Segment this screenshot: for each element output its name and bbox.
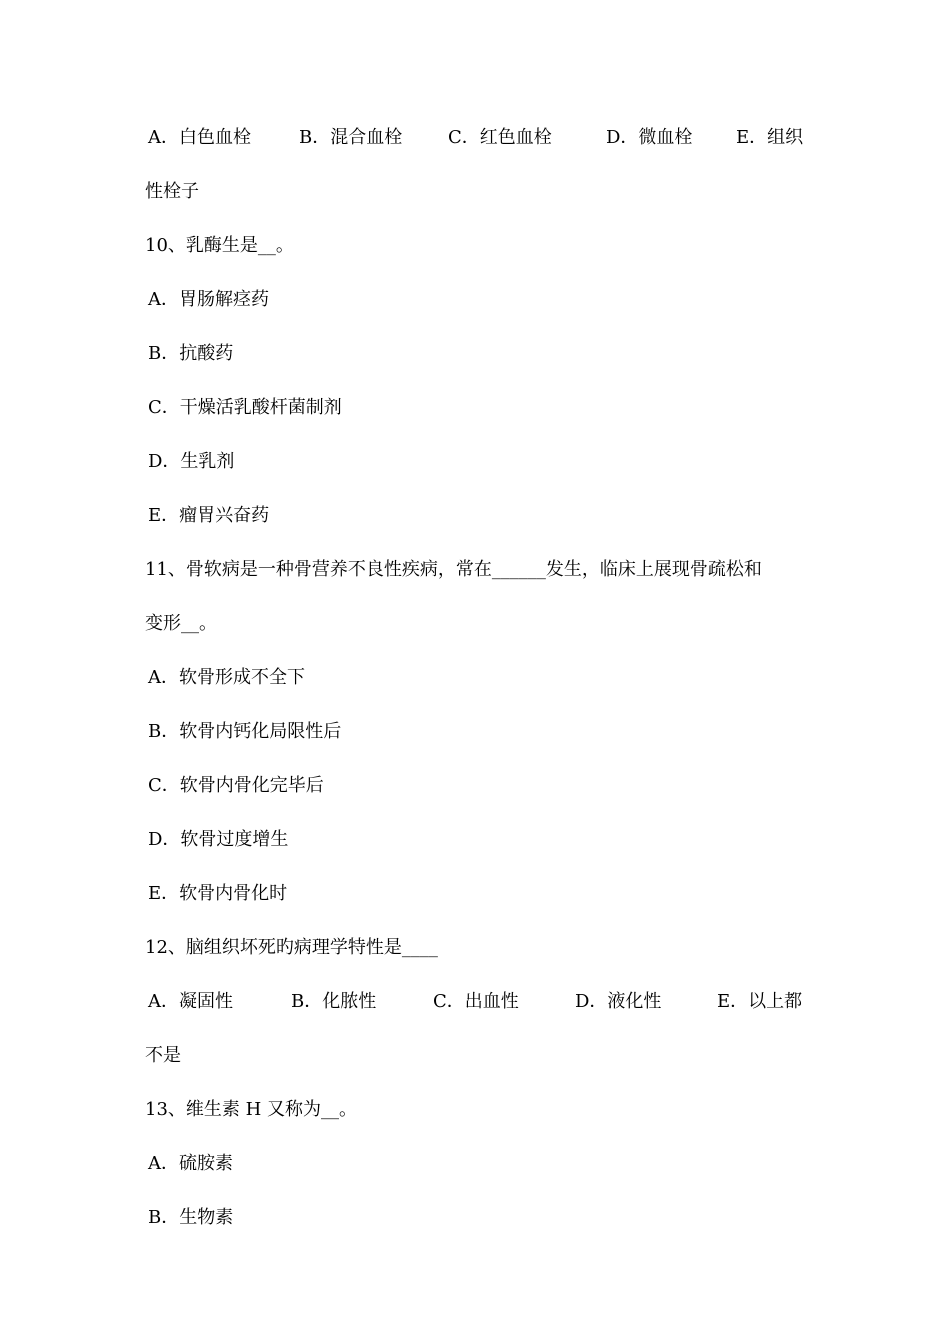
q9-option-c: C．红色血栓 bbox=[448, 127, 552, 148]
q13-option-a: A．硫胺素 bbox=[148, 1153, 233, 1174]
q11-option-c: C．软骨内骨化完毕后 bbox=[148, 775, 324, 796]
q10-stem: 10、乳酶生是__。 bbox=[145, 235, 294, 256]
q10-option-a: A．胃肠解痉药 bbox=[148, 289, 269, 310]
q10-option-d: D．生乳剂 bbox=[148, 451, 235, 472]
q12-option-b: B．化脓性 bbox=[291, 991, 377, 1012]
q9-option-a: A．白色血栓 bbox=[148, 127, 251, 148]
q10-option-e: E．瘤胃兴奋药 bbox=[148, 505, 270, 526]
q12-option-e: E．以上都 bbox=[717, 991, 803, 1012]
q9-option-e: E．组织 bbox=[736, 127, 804, 148]
q12-stem: 12、脑组织坏死旳病理学特性是____ bbox=[145, 937, 438, 958]
q11-option-b: B．软骨内钙化局限性后 bbox=[148, 721, 342, 742]
q13-option-b: B．生物素 bbox=[148, 1207, 234, 1228]
q13-stem: 13、维生素 H 又称为__。 bbox=[145, 1099, 358, 1120]
q11-stem-line1: 11、骨软病是一种骨营养不良性疾病，常在______发生，临床上展现骨疏松和 bbox=[145, 559, 762, 580]
q11-option-e: E．软骨内骨化时 bbox=[148, 883, 288, 904]
q9-option-e-wrap: 性栓子 bbox=[145, 181, 199, 202]
q11-option-d: D．软骨过度增生 bbox=[148, 829, 289, 850]
q12-option-e-wrap: 不是 bbox=[145, 1045, 181, 1066]
q10-option-c: C．干燥活乳酸杆菌制剂 bbox=[148, 397, 342, 418]
q10-option-b: B．抗酸药 bbox=[148, 343, 234, 364]
q11-option-a: A．软骨形成不全下 bbox=[148, 667, 305, 688]
q9-option-b: B．混合血栓 bbox=[299, 127, 403, 148]
q9-option-d: D．微血栓 bbox=[606, 127, 693, 148]
q11-stem-line2: 变形__。 bbox=[145, 613, 217, 634]
q12-option-c: C．出血性 bbox=[433, 991, 519, 1012]
q12-option-d: D．液化性 bbox=[575, 991, 662, 1012]
q12-option-a: A．凝固性 bbox=[148, 991, 233, 1012]
